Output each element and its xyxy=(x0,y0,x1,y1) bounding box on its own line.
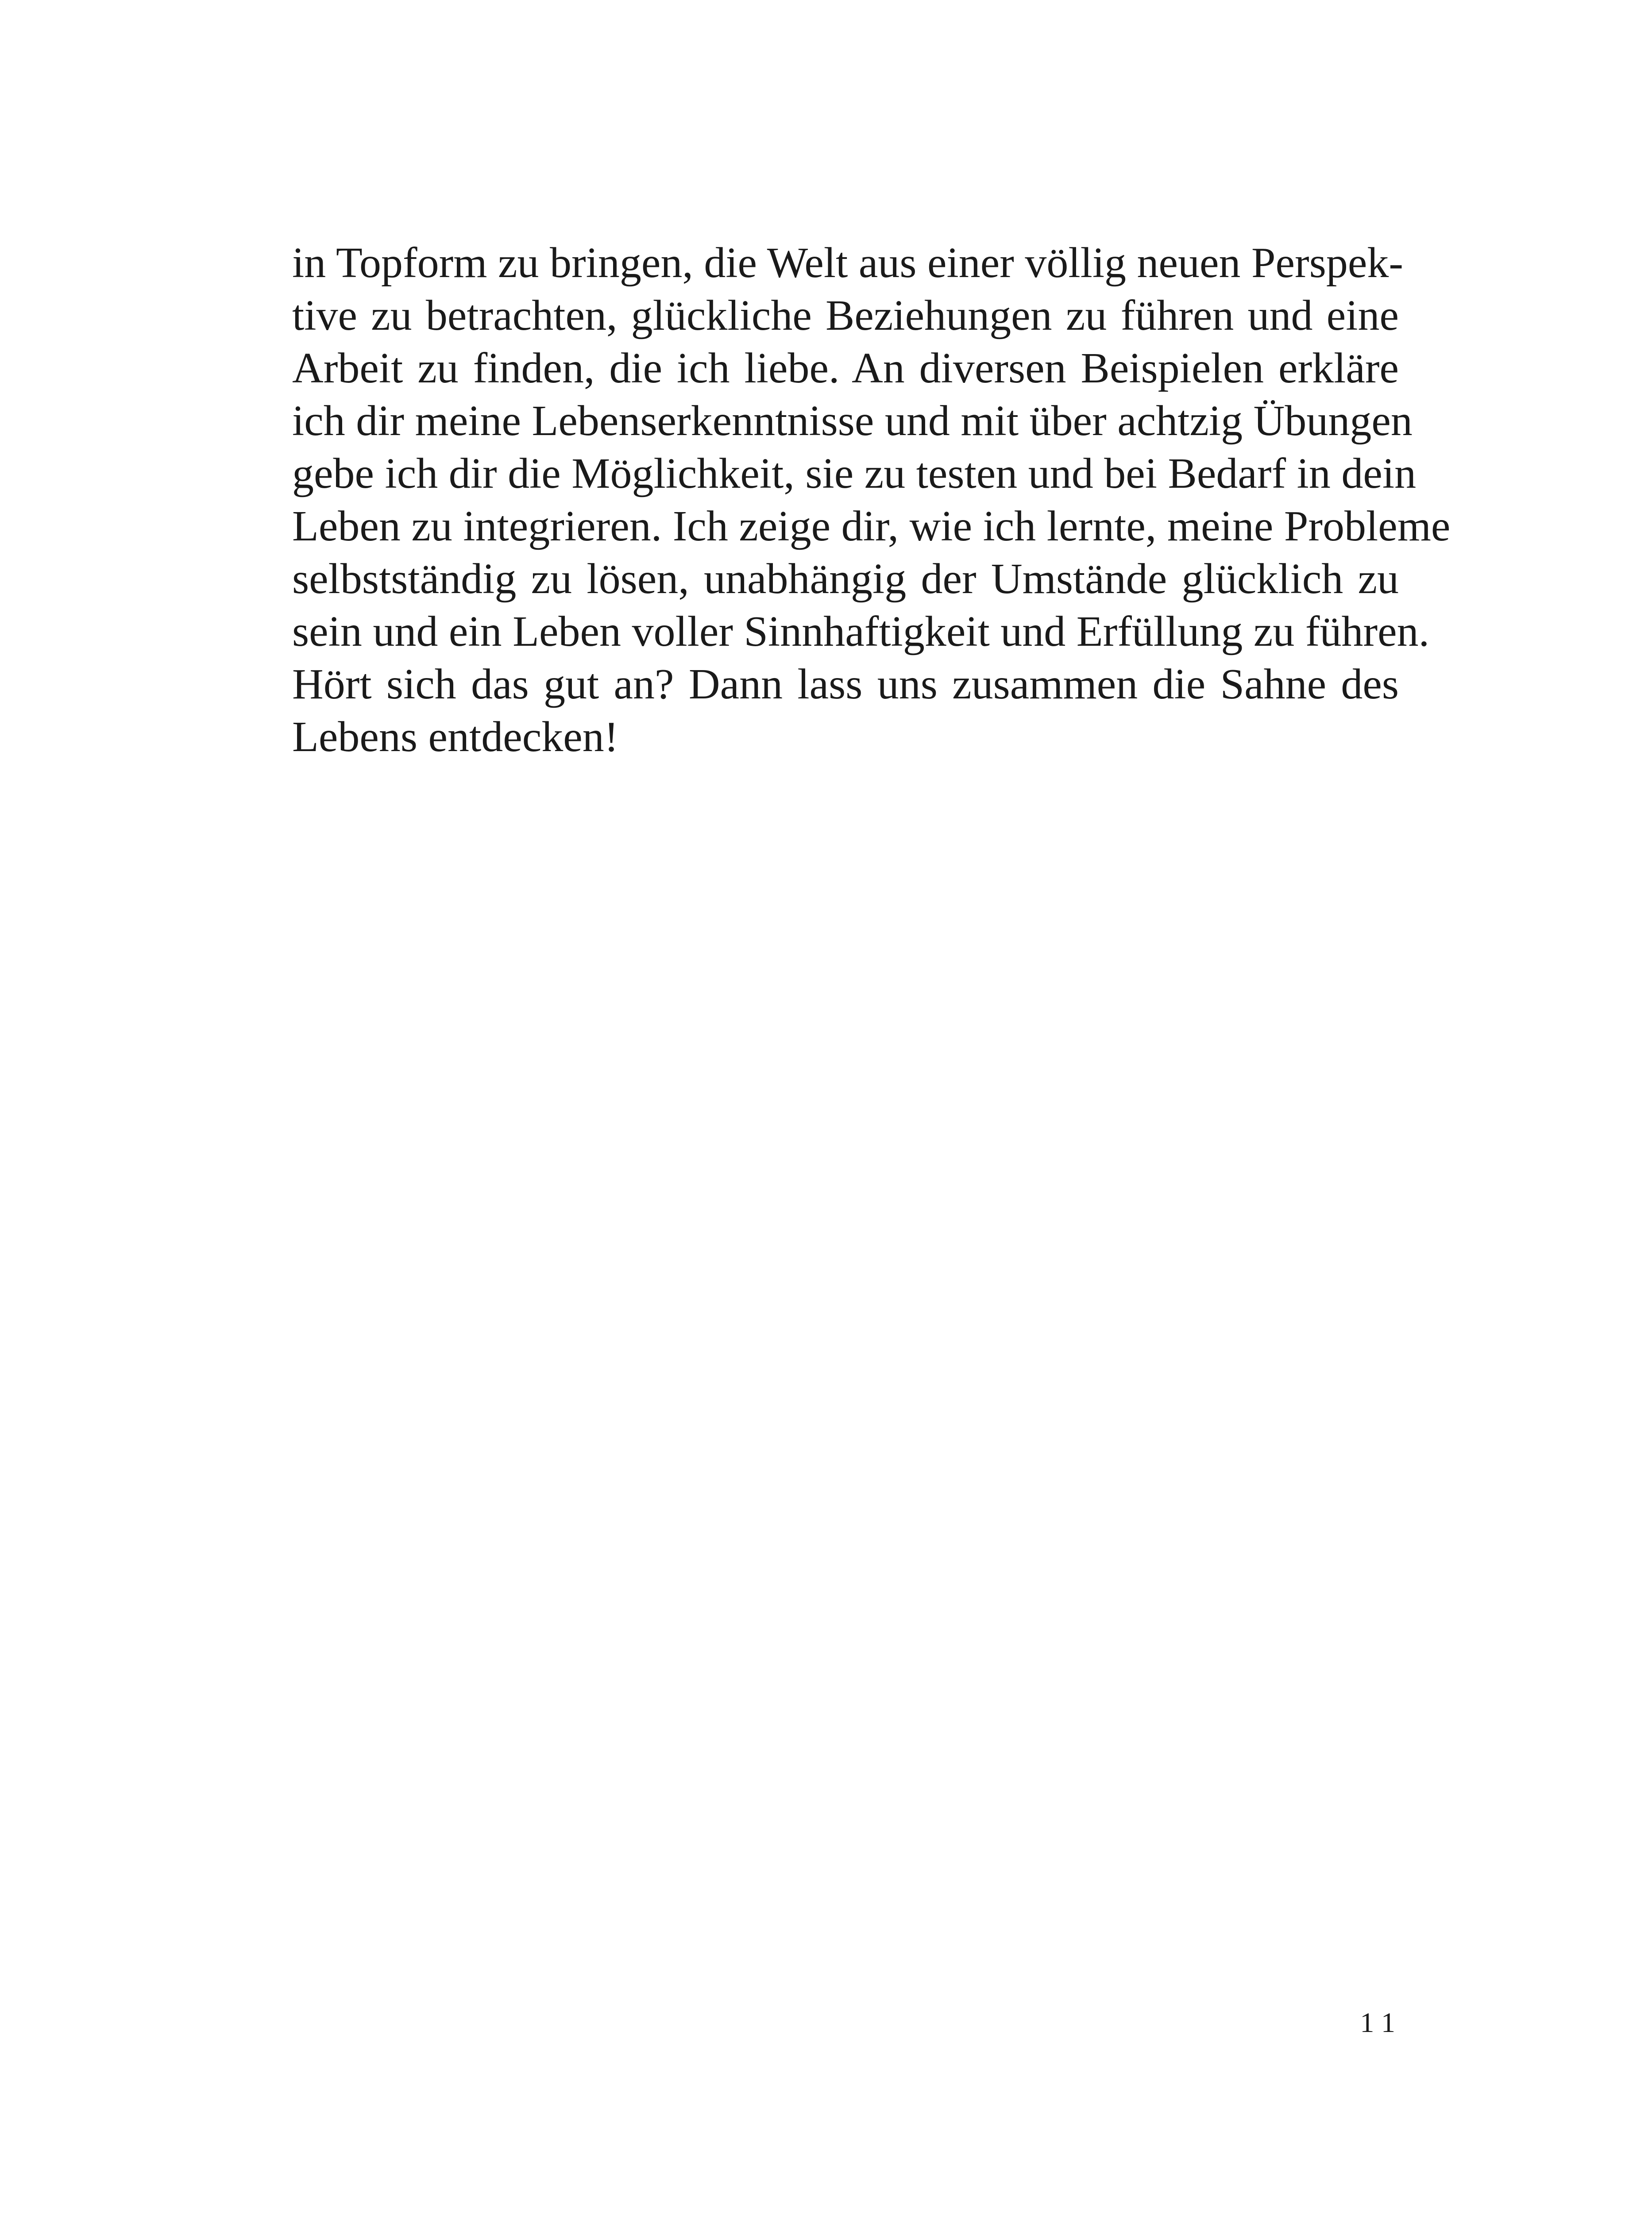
body-paragraph xyxy=(292,237,1451,763)
text-line: Leben zu integrieren. Ich zeige dir, wie ich lernte, meine Probleme xyxy=(292,502,1451,550)
text-line: selbstständig zu lösen, unabhängig der Umstände glücklich zu xyxy=(292,555,1399,603)
page-number: 11 xyxy=(1360,2007,1403,2038)
text-line: in Topform zu bringen, die Welt aus einer völlig neuen Perspek- xyxy=(292,239,1403,287)
text-line: ich dir meine Lebenserkenntnisse und mit über achtzig Übungen xyxy=(292,397,1413,445)
text-line: tive zu betrachten, glückliche Beziehungen zu führen und eine xyxy=(292,292,1399,339)
text-line: Arbeit zu finden, die ich liebe. An diversen Beispielen erkläre xyxy=(292,344,1399,392)
text-line: gebe ich dir die Möglichkeit, sie zu testen und bei Bedarf in dein xyxy=(292,450,1417,497)
text-line: Hört sich das gut an? Dann lass uns zusammen die Sahne des xyxy=(292,660,1399,708)
text-line: sein und ein Leben voller Sinnhaftigkeit und Erfüllung zu führen. xyxy=(292,608,1430,655)
text-line: Lebens entdecken! xyxy=(292,713,619,761)
